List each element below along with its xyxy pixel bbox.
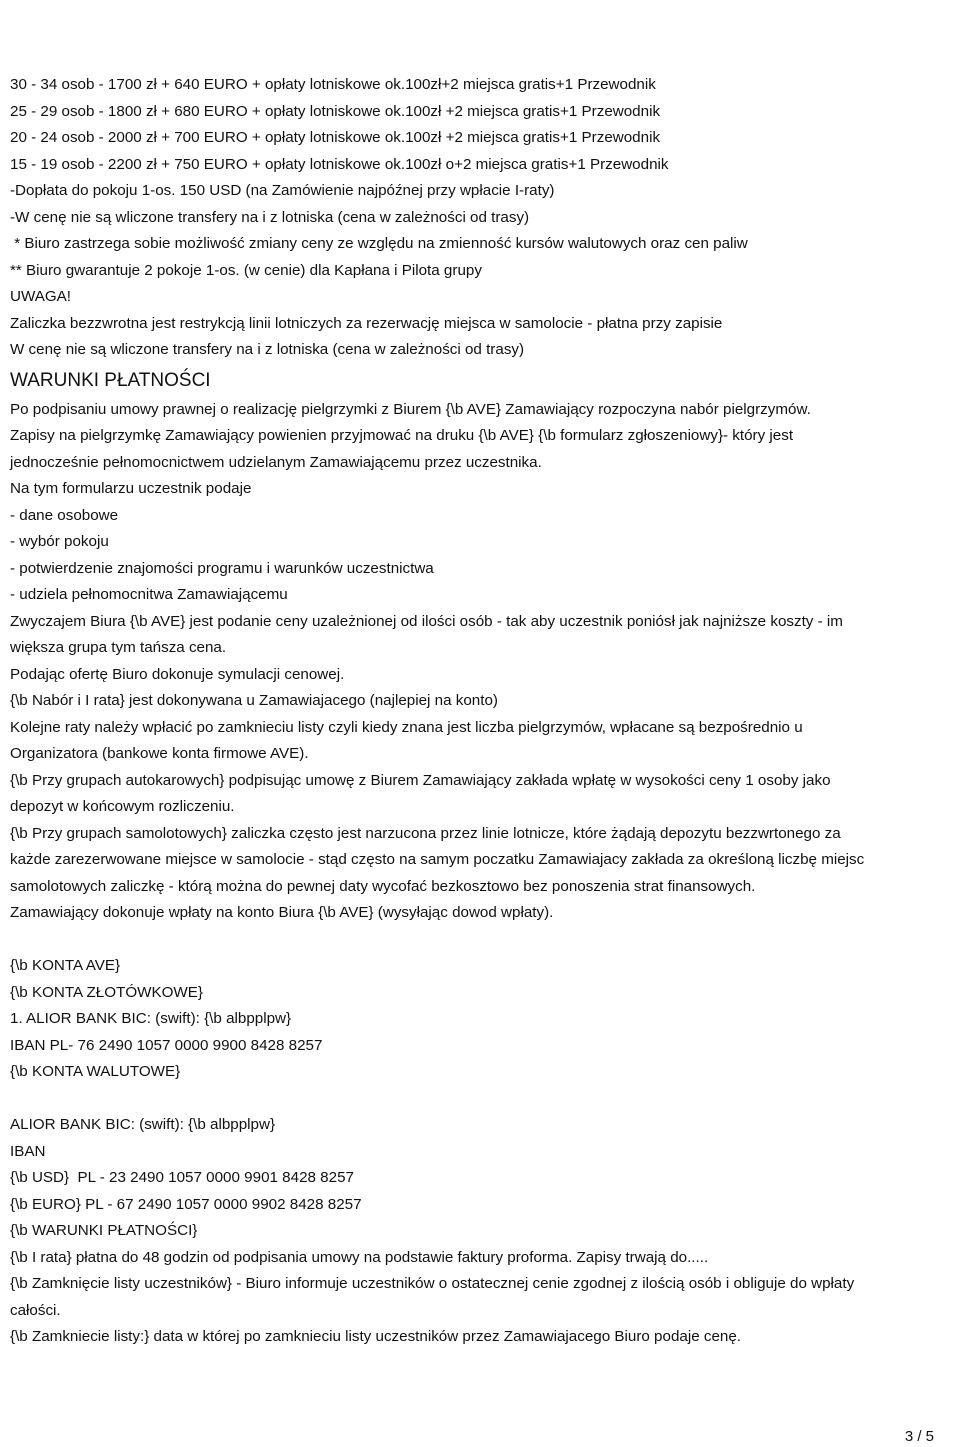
text-line: samolotowych zaliczkę - którą można do pewnej daty wycofać bezkosztowo bez ponoszenia strat finansowych.: [10, 877, 756, 895]
text-line: {\b USD} PL - 23 2490 1057 0000 9901 8428 8257: [10, 1169, 354, 1186]
text-line: {\b Zamkniecie listy:} data w której po zamknieciu listy uczestników przez Zamawiajacego Biuro podaje cenę.: [10, 1328, 742, 1345]
document-body: [10, 72, 945, 1351]
section-heading: WARUNKI PŁATNOŚCI: [10, 369, 211, 391]
page-number: 3 / 5: [904, 1428, 934, 1445]
text-line: {\b Przy grupach samolotowych} zaliczka często jest narzucona przez linie lotnicze, które żądają depozytu bezzwrtonego za: [10, 824, 841, 842]
text-line: {\b EURO} PL - 67 2490 1057 0000 9902 8428 8257: [10, 1195, 362, 1213]
text-line: całości.: [10, 1301, 61, 1319]
text-line: UWAGA!: [10, 288, 72, 305]
text-line: depozyt w końcowym rozliczeniu.: [10, 798, 235, 815]
text-line: - dane osobowe: [10, 506, 119, 524]
text-line: {\b Przy grupach autokarowych} podpisując umowę z Biurem Zamawiający zakłada wpłatę w wysokości ceny 1 osoby jako: [10, 771, 831, 789]
text-line: * Biuro zastrzega sobie możliwość zmiany ceny ze względu na zmienność kursów walutowych oraz cen paliw: [10, 235, 748, 252]
text-line: {\b I rata} płatna do 48 godzin od podpisania umowy na podstawie faktury proforma. Zapisy trwają do.....: [10, 1248, 709, 1266]
text-line: {\b KONTA AVE}: [10, 957, 121, 974]
text-line: W cenę nie są wliczone transfery na i z lotniska (cena w zależności od trasy): [10, 341, 525, 358]
text-line: ALIOR BANK BIC: (swift): {\b albpplpw}: [10, 1116, 276, 1133]
text-line: 1. ALIOR BANK BIC: (swift): {\b albpplpw}: [10, 1010, 292, 1027]
text-line: IBAN PL- 76 2490 1057 0000 9900 8428 8257: [10, 1036, 323, 1054]
text-line: {\b KONTA ZŁOTÓWKOWE}: [10, 983, 203, 1001]
text-line: Zapisy na pielgrzymkę Zamawiający powienien przyjmować na druku {\b AVE} {\b formularz zgłoszeniowy}- który jest: [10, 427, 794, 444]
text-line: Kolejne raty należy wpłacić po zamknieciu listy czyli kiedy znana jest liczba pielgrzymów, wpłacane są bezpośrednio u: [10, 718, 803, 736]
text-line: Po podpisaniu umowy prawnej o realizację pielgrzymki z Biurem {\b AVE} Zamawiający rozpoczyna nabór pielgrzymów.: [10, 400, 811, 418]
accounts-section: [10, 953, 945, 1086]
spacer: [10, 927, 945, 954]
price-section: [10, 72, 945, 364]
text-line: większa grupa tym tańsza cena.: [10, 639, 227, 656]
text-line: każde zarezerwowane miejsce w samolocie - stąd często na samym poczatku Zamawiajacy zakłada za określoną liczbę miejsc: [10, 851, 865, 868]
text-line: {\b Nabór i I rata} jest dokonywana u Zamawiajacego (najlepiej na konto): [10, 692, 498, 709]
text-line: - potwierdzenie znajomości programu i warunków uczestnictwa: [10, 559, 434, 577]
text-line: Podając ofertę Biuro dokonuje symulacji cenowej.: [10, 665, 345, 683]
foreign-accounts-section: [10, 1112, 945, 1351]
text-line: - wybór pokoju: [10, 533, 109, 550]
text-line: 15 - 19 osob - 2200 zł + 750 EURO + opłaty lotniskowe ok.100zł o+2 miejsca gratis+1 Przewodnik: [10, 155, 669, 173]
text-line: Zaliczka bezzwrotna jest restrykcją linii lotniczych za rezerwację miejsca w samolocie - płatna przy zapisie: [10, 314, 723, 332]
text-line: Organizatora (bankowe konta firmowe AVE).: [10, 745, 309, 762]
text-line: -W cenę nie są wliczone transfery na i z lotniska (cena w zależności od trasy): [10, 208, 530, 226]
payment-terms-section: [10, 397, 945, 927]
text-line: ** Biuro gwarantuje 2 pokoje 1-os. (w cenie) dla Kapłana i Pilota grupy: [10, 261, 482, 279]
text-line: 25 - 29 osob - 1800 zł + 680 EURO + opłaty lotniskowe ok.100zł +2 miejsca gratis+1 Przewodnik: [10, 102, 661, 120]
text-line: jednocześnie pełnomocnictwem udzielanym Zamawiającemu przez uczestnika.: [10, 453, 542, 471]
text-line: 30 - 34 osob - 1700 zł + 640 EURO + opłaty lotniskowe ok.100zł+2 miejsca gratis+1 Przewodnik: [10, 76, 656, 93]
spacer: [10, 1086, 945, 1113]
text-line: {\b KONTA WALUTOWE}: [10, 1063, 181, 1080]
text-line: -Dopłata do pokoju 1-os. 150 USD (na Zamówienie najpóźnej przy wpłacie I-raty): [10, 182, 555, 199]
text-line: Na tym formularzu uczestnik podaje: [10, 480, 252, 497]
text-line: IBAN: [10, 1142, 46, 1160]
text-line: Zwyczajem Biura {\b AVE} jest podanie ceny uzależnionej od ilości osób - tak aby uczestnik poniósł jak najniższe koszty - im: [10, 612, 843, 630]
text-line: - udziela pełnomocnitwa Zamawiającemu: [10, 586, 288, 603]
text-line: Zamawiający dokonuje wpłaty na konto Biura {\b AVE} (wysyłając dowod wpłaty).: [10, 904, 554, 921]
text-line: {\b WARUNKI PŁATNOŚCI}: [10, 1222, 198, 1239]
text-line: {\b Zamknięcie listy uczestników} - Biuro informuje uczestników o ostatecznej cenie zgodnej z ilością osób i obliguje do wpłaty: [10, 1275, 855, 1292]
text-line: 20 - 24 osob - 2000 zł + 700 EURO + opłaty lotniskowe ok.100zł +2 miejsca gratis+1 Przewodnik: [10, 129, 661, 146]
